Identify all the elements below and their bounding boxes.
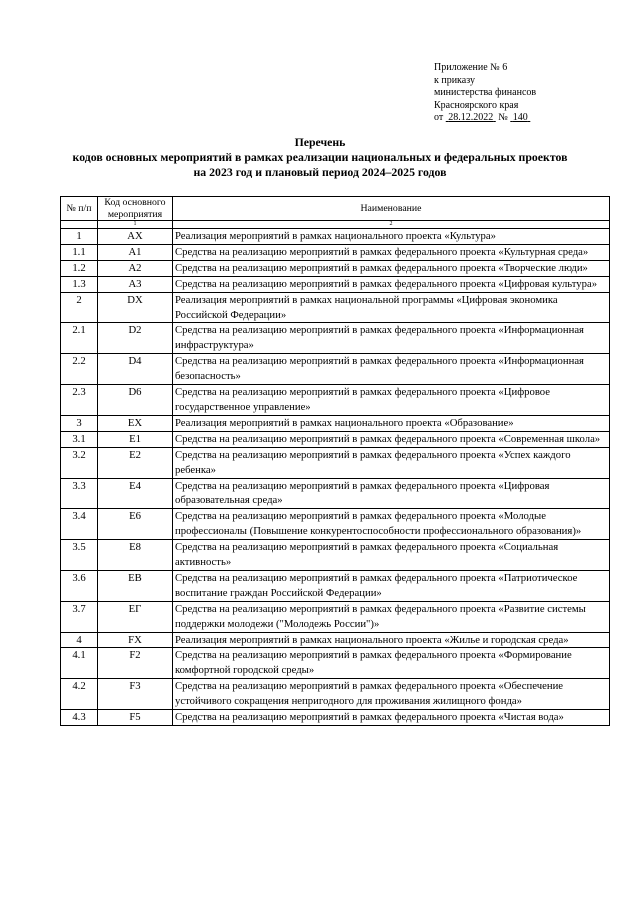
appendix-line: Приложение № 6 [434, 62, 508, 73]
cell-num: 3 [61, 415, 98, 431]
table-row [61, 570, 610, 601]
index-row [61, 221, 610, 229]
cell-code: E2 [98, 447, 173, 478]
cell-code: F5 [98, 710, 173, 726]
date-prefix: от [434, 112, 444, 124]
order-number: 140 [512, 112, 528, 124]
cell-code: E1 [98, 431, 173, 447]
cell-num: 4.1 [61, 648, 98, 679]
cell-code: FX [98, 632, 173, 648]
cell-name: Средства на реализацию мероприятий в рамках федерального проекта «Молодые профессионалы (Повышение конкурентоспособности профессионального образования)» [173, 509, 610, 540]
cell-code: EX [98, 415, 173, 431]
table-row [61, 292, 610, 323]
table-row [61, 601, 610, 632]
title-line: кодов основных мероприятий в рамках реализации национальных и федеральных проектов [72, 150, 568, 164]
appendix-line: министерства финансов [434, 87, 537, 99]
cell-name: Средства на реализацию мероприятий в рамках федерального проекта «Чистая вода» [173, 710, 610, 726]
document-title [0, 135, 640, 180]
cell-name: Средства на реализацию мероприятий в рамках федерального проекта «Цифровая образовательная среда» [173, 478, 610, 509]
table-row [61, 260, 610, 276]
cell-num: 3.7 [61, 601, 98, 632]
cell-num: 4.3 [61, 710, 98, 726]
cell-num: 1.3 [61, 276, 98, 292]
table-row [61, 385, 610, 416]
index-cell: 1 [98, 221, 173, 229]
index-cell [61, 221, 98, 229]
cell-name: Средства на реализацию мероприятий в рамках федерального проекта «Патриотическое воспитание граждан Российской Федерации» [173, 570, 610, 601]
cell-num: 3.5 [61, 540, 98, 571]
table-row [61, 540, 610, 571]
cell-name: Средства на реализацию мероприятий в рамках федерального проекта «Обеспечение устойчивого сокращения непригодного для проживания жилищного фонда» [173, 679, 610, 710]
cell-name: Средства на реализацию мероприятий в рамках федерального проекта «Современная школа» [173, 431, 610, 447]
cell-code: E4 [98, 478, 173, 509]
cell-num: 3.6 [61, 570, 98, 601]
title-line: на 2023 год и плановый период 2024–2025 годов [193, 165, 447, 179]
cell-name: Средства на реализацию мероприятий в рамках федерального проекта «Цифровое государственное управление» [173, 385, 610, 416]
cell-code: A2 [98, 260, 173, 276]
cell-num: 2.1 [61, 323, 98, 354]
cell-code: E6 [98, 509, 173, 540]
cell-code: EВ [98, 570, 173, 601]
table-row [61, 648, 610, 679]
cell-code: EГ [98, 601, 173, 632]
cell-code: E8 [98, 540, 173, 571]
table-row [61, 710, 610, 726]
cell-code: D6 [98, 385, 173, 416]
cell-name: Реализация мероприятий в рамках национального проекта «Образование» [173, 415, 610, 431]
cell-name: Реализация мероприятий в рамках национальной программы «Цифровая экономика Российской Федерации» [173, 292, 610, 323]
cell-num: 1.2 [61, 260, 98, 276]
table-row [61, 447, 610, 478]
header-name: Наименование [173, 197, 610, 221]
cell-name: Средства на реализацию мероприятий в рамках федерального проекта «Формирование комфортной городской среды» [173, 648, 610, 679]
table-row [61, 431, 610, 447]
codes-table [60, 196, 610, 726]
cell-code: D2 [98, 323, 173, 354]
cell-num: 3.2 [61, 447, 98, 478]
cell-code: F2 [98, 648, 173, 679]
table-row [61, 509, 610, 540]
cell-num: 2.2 [61, 354, 98, 385]
cell-name: Средства на реализацию мероприятий в рамках федерального проекта «Развитие системы поддержки молодежи ("Молодежь России")» [173, 601, 610, 632]
table-row [61, 323, 610, 354]
cell-code: A3 [98, 276, 173, 292]
appendix-line: Красноярского края [434, 99, 519, 111]
header-num: № п/п [61, 197, 98, 221]
cell-name: Средства на реализацию мероприятий в рамках федерального проекта «Цифровая культура» [173, 276, 610, 292]
table-row [61, 478, 610, 509]
cell-name: Средства на реализацию мероприятий в рамках федерального проекта «Успех каждого ребенка» [173, 447, 610, 478]
table-row [61, 679, 610, 710]
cell-name: Реализация мероприятий в рамках национального проекта «Культура» [173, 229, 610, 245]
cell-code: DX [98, 292, 173, 323]
cell-num: 1 [61, 229, 98, 245]
cell-num: 1.1 [61, 244, 98, 260]
table-row [61, 632, 610, 648]
cell-name: Средства на реализацию мероприятий в рамках федерального проекта «Социальная активность» [173, 540, 610, 571]
cell-code: D4 [98, 354, 173, 385]
cell-num: 3.1 [61, 431, 98, 447]
table-row [61, 229, 610, 245]
table-row [61, 415, 610, 431]
table-row [61, 244, 610, 260]
header-row [61, 197, 610, 221]
cell-name: Реализация мероприятий в рамках национального проекта «Жилье и городская среда» [173, 632, 610, 648]
appendix-block [434, 62, 536, 125]
number-prefix: № [498, 112, 508, 124]
cell-name: Средства на реализацию мероприятий в рамках федерального проекта «Творческие люди» [173, 260, 610, 276]
cell-code: AX [98, 229, 173, 245]
appendix-line: к приказу [434, 74, 475, 86]
cell-num: 4.2 [61, 679, 98, 710]
table-row [61, 354, 610, 385]
title-line: Перечень [294, 135, 346, 149]
cell-code: F3 [98, 679, 173, 710]
order-date: 28.12.2022 [448, 112, 494, 124]
table-row [61, 276, 610, 292]
cell-name: Средства на реализацию мероприятий в рамках федерального проекта «Информационная инфраструктура» [173, 323, 610, 354]
order-reference [434, 112, 536, 125]
index-cell: 2 [173, 221, 610, 229]
cell-num: 2 [61, 292, 98, 323]
header-code: Код основного мероприятия [98, 197, 173, 221]
cell-num: 3.4 [61, 509, 98, 540]
cell-num: 2.3 [61, 385, 98, 416]
cell-num: 3.3 [61, 478, 98, 509]
cell-name: Средства на реализацию мероприятий в рамках федерального проекта «Информационная безопасность» [173, 354, 610, 385]
cell-name: Средства на реализацию мероприятий в рамках федерального проекта «Культурная среда» [173, 244, 610, 260]
cell-code: A1 [98, 244, 173, 260]
cell-num: 4 [61, 632, 98, 648]
